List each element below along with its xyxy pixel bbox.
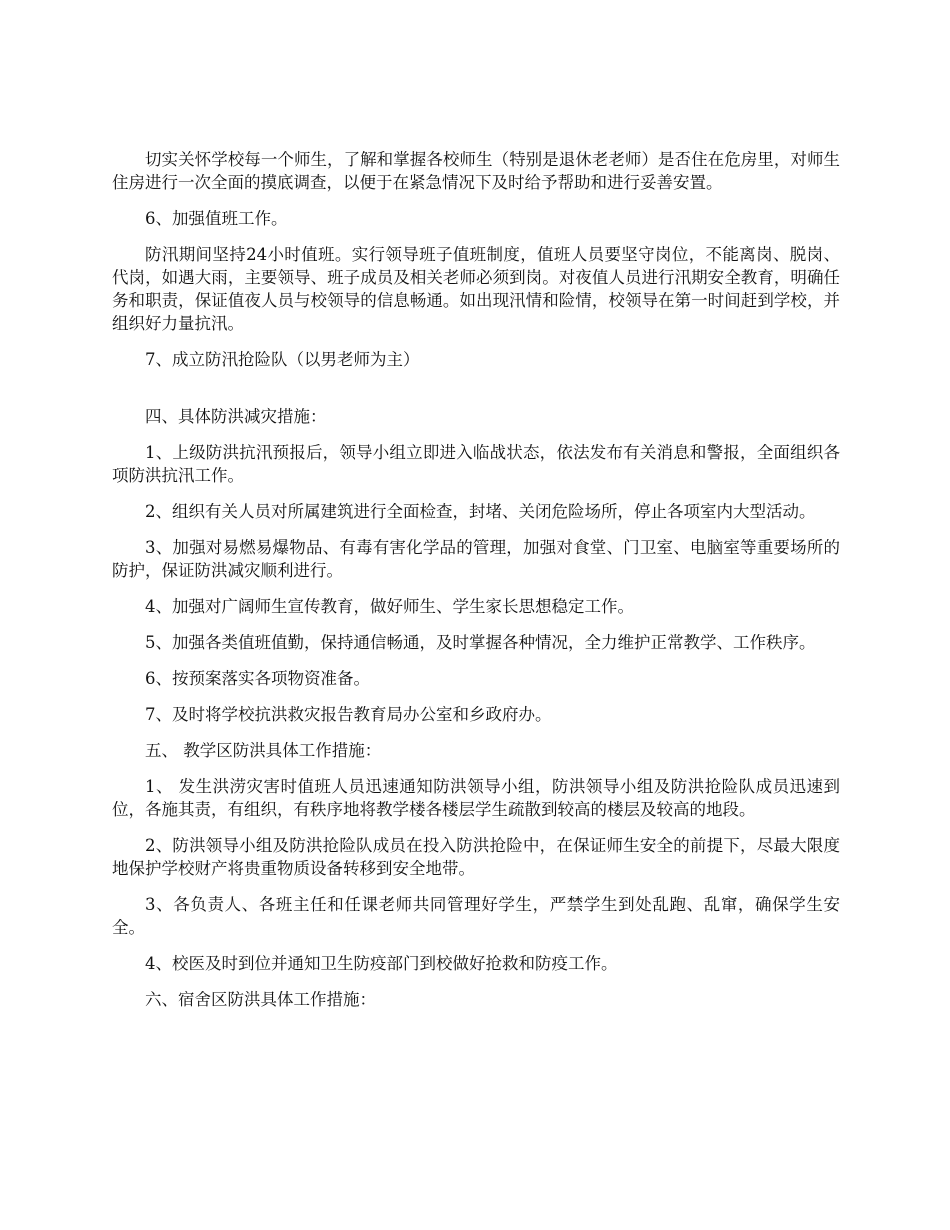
paragraph-5-4: 4、校医及时到位并通知卫生防疫部门到校做好抢救和防疫工作。: [145, 954, 618, 973]
paragraph-4-6: 6、按预案落实各项物资准备。: [145, 669, 370, 688]
paragraph-4-7: 7、及时将学校抗洪救灾报告教育局办公室和乡政府办。: [145, 705, 552, 724]
paragraph-housing-survey: 切实关怀学校每一个师生，了解和掌握各校师生（特别是退休老老师）是否住在危房里，对师生住房进行一次全面的摸底调查，以便于在紧急情况下及时给予帮助和进行妥善安置。: [112, 150, 840, 192]
section-heading-4: 四、具体防洪减灾措施：: [145, 407, 327, 426]
document-body: [112, 148, 840, 1024]
paragraph-duty-detail: 防汛期间坚持24小时值班。实行领导班子值班制度，值班人员要坚守岗位，不能离岗、脱岗、代岗，如遇大雨，主要领导、班子成员及相关老师必须到岗。对夜值人员进行汛期安全教育，明确任务和职责，保证值夜人员与校领导的信息畅通。如出现汛情和险情，校领导在第一时间赶到学校，并组织好力量抗汛。: [112, 245, 840, 333]
section-heading-6: 六、宿舍区防洪具体工作措施：: [145, 990, 376, 1009]
paragraph-4-2: 2、组织有关人员对所属建筑进行全面检查，封堵、关闭危险场所，停止各项室内大型活动。: [145, 502, 816, 521]
paragraph-5-1: 1、 发生洪涝灾害时值班人员迅速通知防洪领导小组，防洪领导小组及防洪抢险队成员迅速到位，各施其责，有组织，有秩序地将教学楼各楼层学生疏散到较高的楼层及较高的地段。: [112, 777, 840, 819]
paragraph-5-3: 3、各负责人、各班主任和任课老师共同管理好学生，严禁学生到处乱跑、乱窜，确保学生安全。: [112, 895, 840, 937]
paragraph-5-2: 2、防洪领导小组及防洪抢险队成员在投入防洪抢险中，在保证师生安全的前提下，尽最大限度地保护学校财产将贵重物质设备转移到安全地带。: [112, 836, 840, 878]
paragraph-duty-heading: 6、加强值班工作。: [145, 209, 288, 228]
paragraph-4-4: 4、加强对广阔师生宣传教育，做好师生、学生家长思想稳定工作。: [145, 597, 634, 616]
paragraph-4-3: 3、加强对易燃易爆物品、有毒有害化学品的管理，加强对食堂、门卫室、电脑室等重要场所的防护，保证防洪减灾顺利进行。: [112, 538, 840, 580]
paragraph-4-1: 1、上级防洪抗汛预报后，领导小组立即进入临战状态，依法发布有关消息和警报，全面组织各项防洪抗汛工作。: [112, 443, 840, 485]
paragraph-4-5: 5、加强各类值班值勤，保持通信畅通，及时掌握各种情况，全力维护正常教学、工作秩序。: [145, 633, 816, 652]
section-heading-5: 五、 教学区防洪具体工作措施：: [145, 741, 382, 760]
paragraph-rescue-team: 7、成立防汛抢险队（以男老师为主）: [145, 350, 420, 369]
